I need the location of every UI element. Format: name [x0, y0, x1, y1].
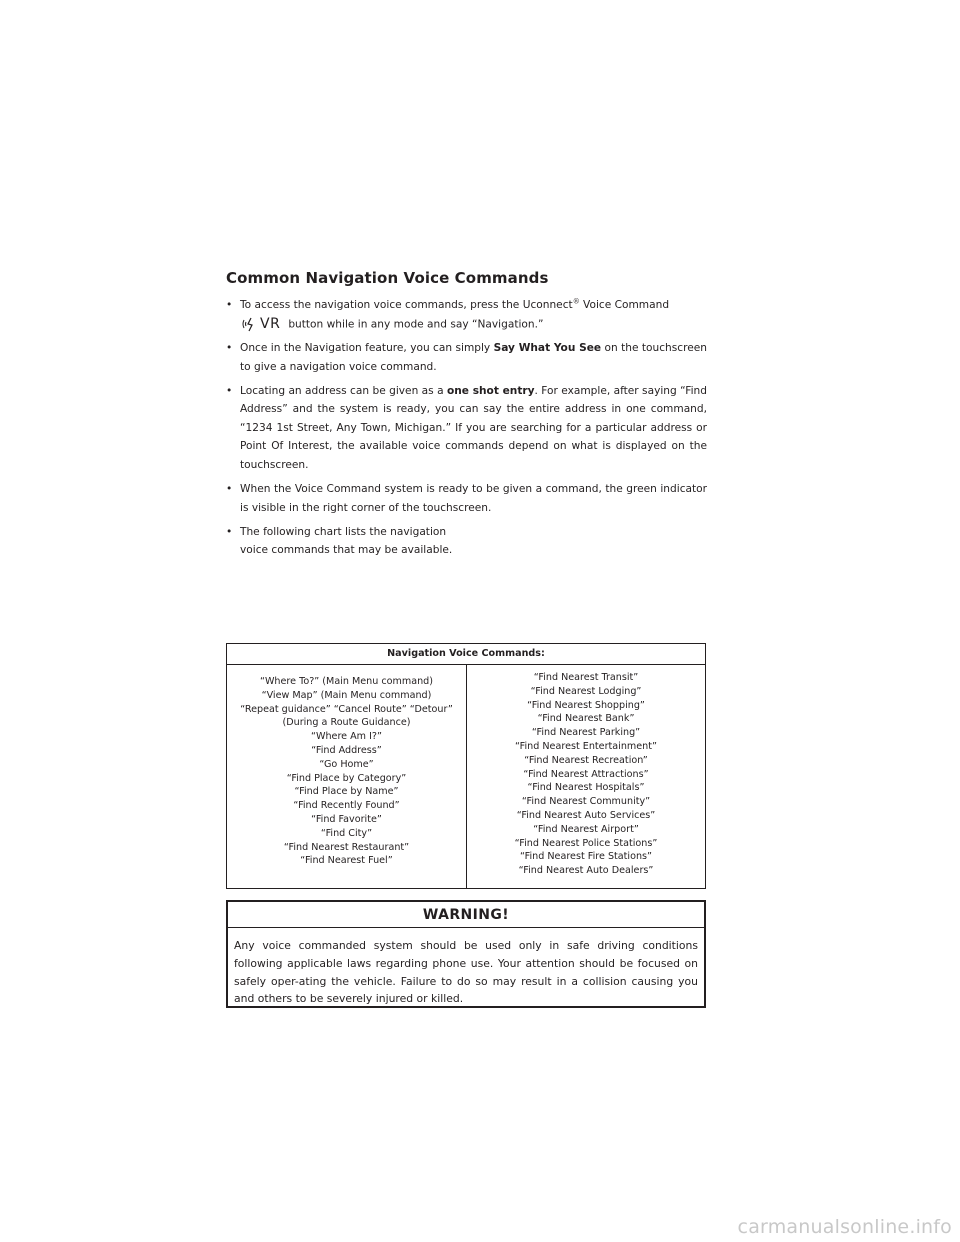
list-item — [226, 523, 707, 560]
table-column-left — [227, 665, 467, 889]
command-item: “Find Nearest Hospitals” — [527, 782, 645, 794]
command-item: “Find Nearest Community” — [521, 796, 651, 808]
warning-title: WARNING! — [228, 902, 704, 928]
command-item: “Where Am I?” — [311, 731, 382, 743]
bullet-icon: • — [226, 384, 233, 397]
bullet-icon: • — [226, 525, 233, 538]
command-item: “Find Nearest Lodging” — [530, 685, 642, 697]
list-item — [226, 296, 707, 333]
command-item: “Find Nearest Police Stations” — [514, 837, 658, 849]
bullet-text: . For example, after saying “Find Address” and the system is ready, you can say the entire address in one command, “1234 1st Street, Any Town, Michigan.” If you are searching for a particular address or Point Of Interest, the available voice commands depend on what is displayed on the touchscreen. — [240, 384, 707, 472]
command-item: “Find Nearest Parking” — [531, 727, 641, 739]
command-item: “Find City” — [320, 827, 373, 839]
watermark: carmanualsonline.info — [737, 1216, 952, 1238]
bullet-text: on the touchscreen to give a navigation voice command. — [240, 341, 707, 373]
command-item: “Find Nearest Auto Dealers” — [518, 865, 654, 877]
command-item: “Find Nearest Fuel” — [300, 855, 393, 867]
command-item: “Find Recently Found” — [293, 800, 400, 812]
command-item: “Find Nearest Bank” — [537, 713, 635, 725]
bullet-text: Once in the Navigation feature, you can simply — [240, 341, 494, 354]
command-item: “Find Place by Category” — [286, 772, 407, 784]
command-item: “Find Nearest Entertainment” — [515, 740, 657, 752]
bullet-text: To access the navigation voice commands, press the Uconnect — [240, 299, 573, 311]
command-item: “Find Nearest Attractions” — [523, 768, 649, 780]
warning-box — [226, 900, 706, 1008]
command-item: “Find Address” — [311, 744, 382, 756]
command-item: “Find Nearest Airport” — [533, 823, 639, 835]
bullet-text: button while in any mode and say “Navigation.” — [288, 317, 544, 330]
command-item: “Find Nearest Transit” — [533, 672, 639, 683]
bold-term: Say What You See — [493, 341, 602, 354]
bold-term: one shot entry — [446, 384, 535, 397]
command-item: “Find Nearest Recreation” — [524, 754, 648, 766]
bullet-icon: • — [226, 299, 233, 311]
command-item: “Repeat guidance” “Cancel Route” “Detour” — [240, 703, 453, 715]
voice-commands-table — [226, 643, 706, 889]
bullet-text: Voice Command — [579, 299, 670, 311]
command-item: “Find Nearest Shopping” — [527, 699, 645, 711]
command-item: (During a Route Guidance) — [282, 717, 411, 729]
list-item — [226, 382, 707, 475]
command-item: “Where To?” (Main Menu command) — [259, 676, 434, 687]
bullet-text: Locating an address can be given as a — [240, 384, 447, 397]
command-item: “View Map” (Main Menu command) — [261, 689, 432, 701]
command-item: “Find Place by Name” — [294, 786, 399, 798]
command-item: “Find Nearest Auto Services” — [516, 809, 656, 821]
bullet-text: The following chart lists the navigation voice commands that may be available. — [240, 525, 453, 557]
list-item — [226, 339, 707, 376]
section-title: Common Navigation Voice Commands — [226, 269, 549, 287]
table-column-right — [467, 665, 705, 889]
voice-command-icon — [240, 316, 256, 332]
table-header: Navigation Voice Commands: — [227, 644, 705, 665]
warning-body: Any voice commanded system should be used only in safe driving conditions following applicable laws regarding phone use. Your attention should be focused on safely oper-ating the vehicle. Failure to do so may result in a collision causing you and others to be severely injured or killed. — [234, 939, 698, 1006]
bullet-icon: • — [226, 341, 233, 354]
command-item: “Find Nearest Fire Stations” — [519, 851, 653, 863]
vr-button-label: VR — [260, 315, 281, 332]
registered-mark: ® — [572, 297, 580, 306]
command-item: “Go Home” — [319, 758, 374, 770]
instruction-list — [226, 296, 707, 566]
command-item: “Find Favorite” — [311, 813, 382, 825]
bullet-text: When the Voice Command system is ready to be given a command, the green indicator is visible in the right corner of the touchscreen. — [240, 483, 707, 514]
list-item — [226, 480, 707, 517]
command-item: “Find Nearest Restaurant” — [283, 841, 410, 853]
bullet-icon: • — [226, 483, 233, 496]
